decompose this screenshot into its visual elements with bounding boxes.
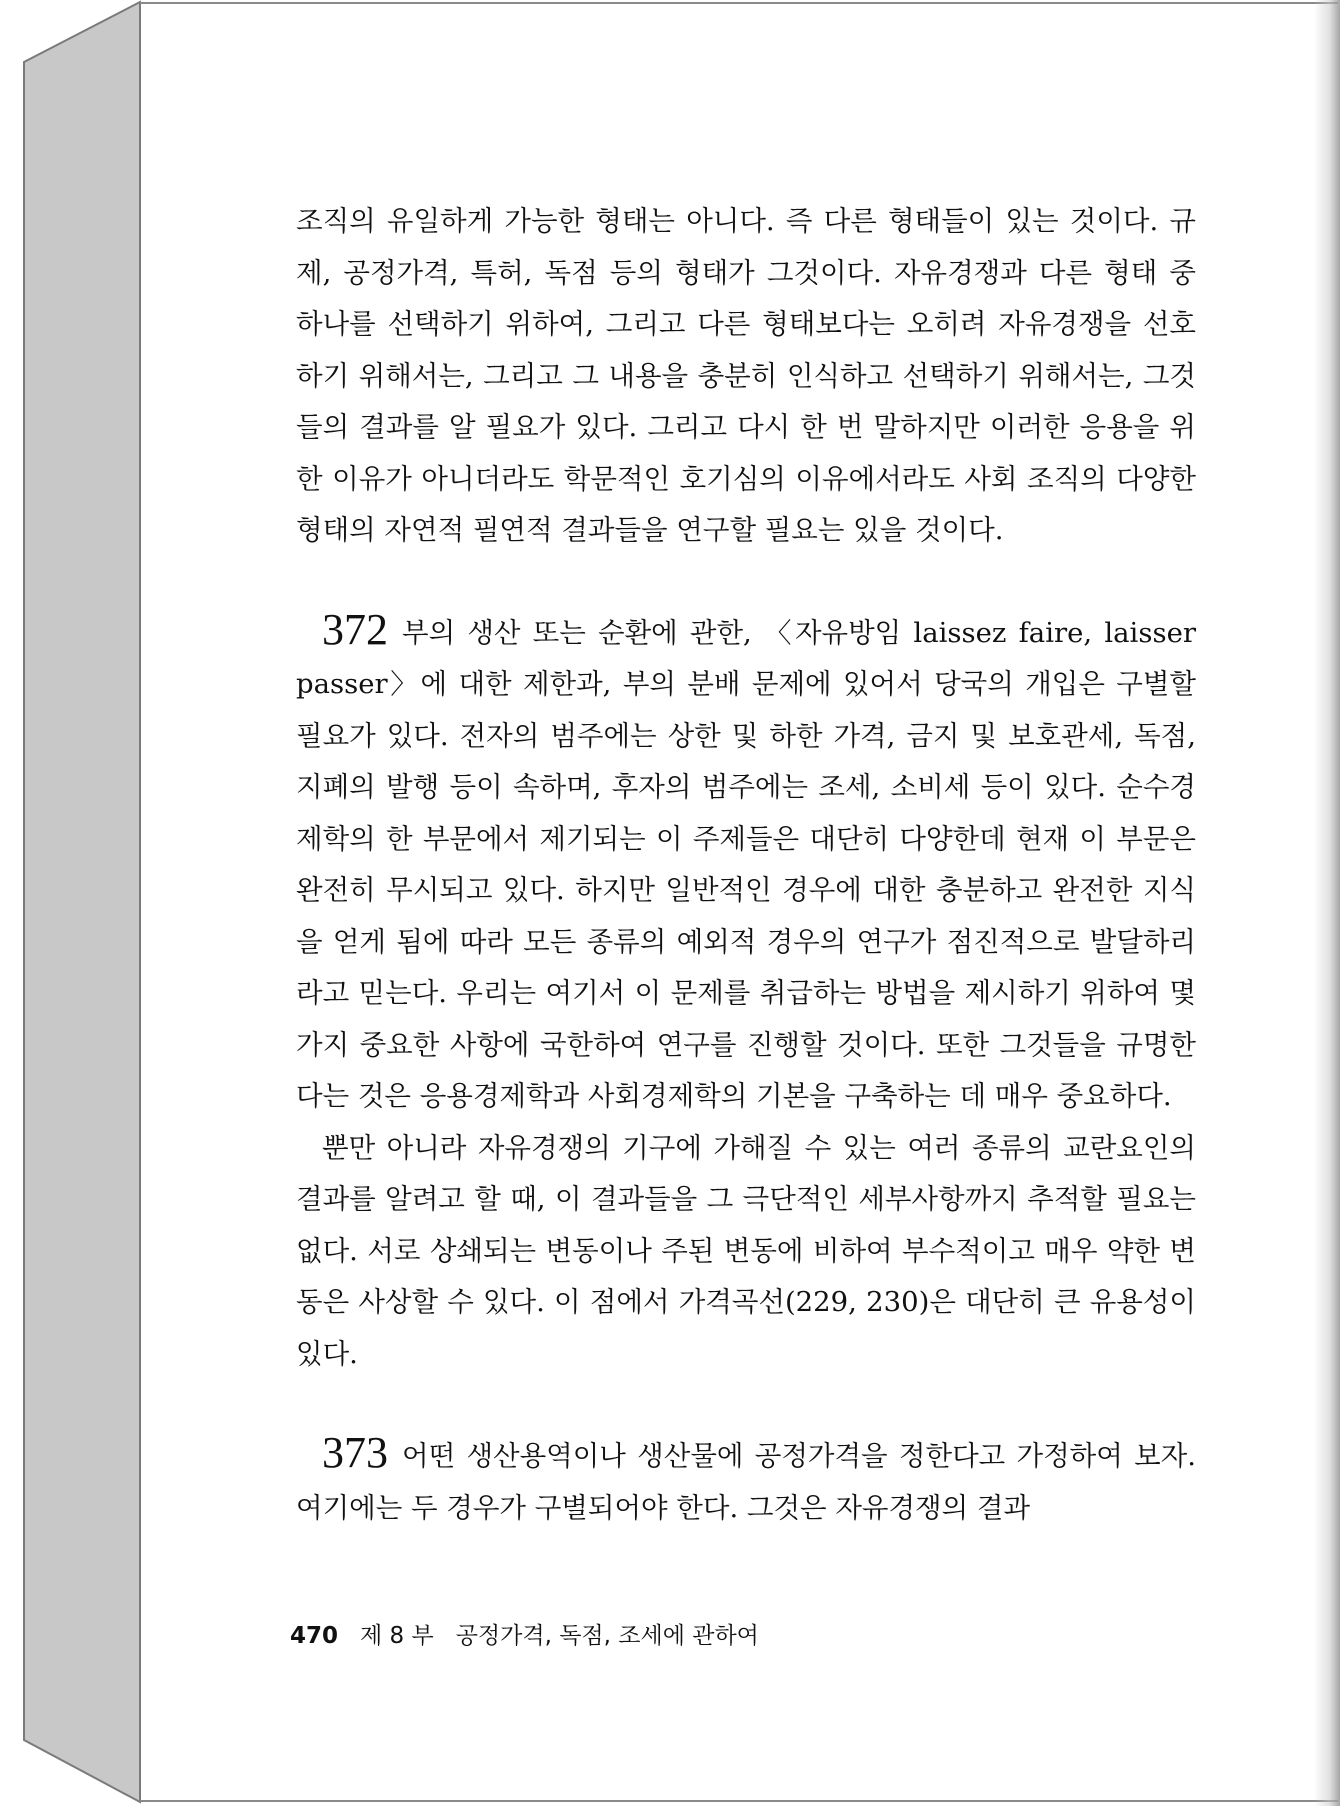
paragraph-continuation: 조직의 유일하게 가능한 형태는 아니다. 즉 다른 형태들이 있는 것이다. 규제, 공정가격, 특허, 독점 등의 형태가 그것이다. 자유경쟁과 다른 형태 중 하나를 선택하기 위하여, 그리고 다른 형태보다는 오히려 자유경쟁을 선호하기 위해서는, 그리고 그 내용을 충분히 인식하고 선택하기 위해서는, 그것들의 결과를 알 필요가 있다. 그리고 다시 한 번 말하지만 이러한 응용을 위한 이유가 아니더라도 학문적인 호기심의 이유에서라도 사회 조직의 다양한 형태의 자연적 필연적 결과들을 연구할 필요는 있을 것이다. — [296, 205, 1196, 546]
section-372 — [296, 604, 1196, 1123]
paragraph-gap — [296, 1380, 1196, 1431]
paragraph-gap — [296, 557, 1196, 608]
section-372-text: 부의 생산 또는 순환에 관한, 〈자유방임 laissez faire, laisser passer〉에 대한 제한과, 부의 분배 문제에 있어서 당국의 개입은 구별할 필요가 있다. 전자의 범주에는 상한 및 하한 가격, 금지 및 보호관세, 독점, 지폐의 발행 등이 속하며, 후자의 범주에는 조세, 소비세 등이 있다. 순수경제학의 한 부문에서 제기되는 이 주제들은 대단히 다양한데 현재 이 부문은 완전히 무시되고 있다. 하지만 일반적인 경우에 대한 충분하고 완전한 지식을 얻게 됨에 따라 모든 종류의 예외적 경우의 연구가 점진적으로 발달하리라고 믿는다. 우리는 여기서 이 문제를 취급하는 방법을 제시하기 위하여 몇 가지 중요한 사항에 국한하여 연구를 진행할 것이다. 또한 그것들을 규명한다는 것은 응용경제학과 사회경제학의 기본을 구축하는 데 매우 중요하다. — [296, 616, 1196, 1112]
chapter-title: 공정가격, 독점, 조세에 관하여 — [455, 1623, 759, 1649]
page-edge-shadow — [1314, 0, 1340, 1806]
page-footer — [290, 1617, 759, 1650]
page-number: 470 — [290, 1623, 339, 1649]
book-spine — [0, 0, 145, 1806]
section-373-text: 어떤 생산용역이나 생산물에 공정가격을 정한다고 가정하여 보자. 여기에는 두 경우가 구별되어야 한다. 그것은 자유경쟁의 결과 — [296, 1440, 1196, 1524]
paragraph-372-continued: 뿐만 아니라 자유경쟁의 기구에 가해질 수 있는 여러 종류의 교란요인의 결과를 알려고 할 때, 이 결과들을 그 극단적인 세부사항까지 추적할 필요는 없다. 서로 상쇄되는 변동이나 주된 변동에 비하여 부수적이고 매우 약한 변동은 사상할 수 있다. 이 점에서 가격곡선(229, 230)은 대단히 큰 유용성이 있다. — [296, 1131, 1196, 1370]
section-373 — [296, 1428, 1196, 1534]
part-label: 제 8 부 — [360, 1623, 434, 1649]
section-number-372: 372 — [322, 604, 388, 654]
book-spine-face — [24, 2, 140, 1802]
body-text — [296, 196, 1196, 1534]
section-number-373: 373 — [322, 1428, 388, 1477]
